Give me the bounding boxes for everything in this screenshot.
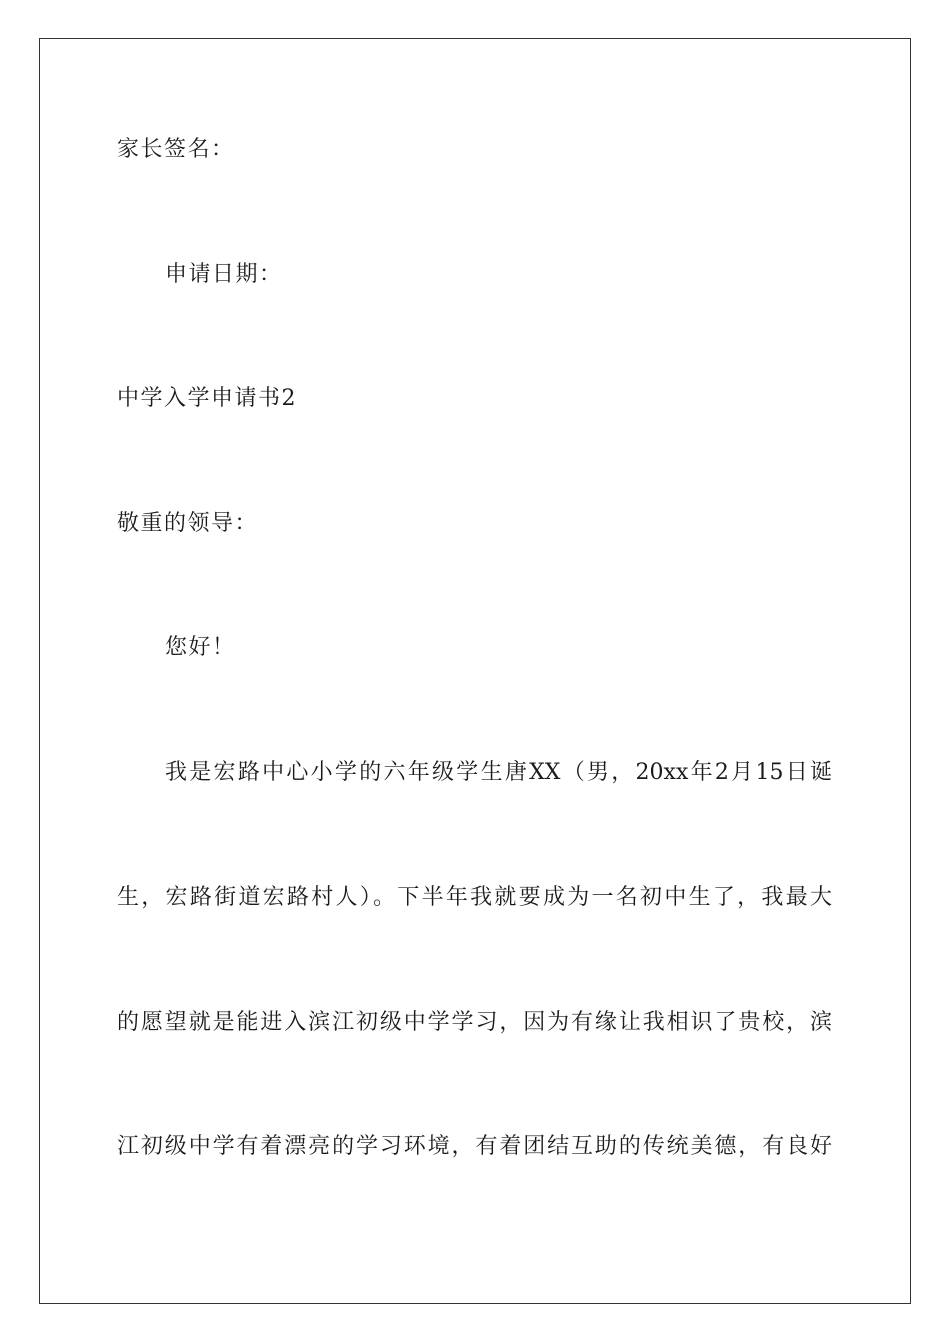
section-heading: 中学入学申请书2 [117,386,297,411]
body-paragraph-line: 生，宏路街道宏路村人）。下半年我就要成为一名初中生了，我最大 [117,885,832,910]
body-paragraph-line: 江初级中学有着漂亮的学习环境，有着团结互助的传统美德，有良好 [117,1134,832,1159]
salutation: 敬重的领导： [117,511,259,536]
page-border [39,38,911,1304]
application-date-label: 申请日期： [165,262,283,287]
greeting: 您好！ [165,635,236,660]
body-paragraph-line: 我是宏路中心小学的六年级学生唐XX（男，20xx年2月15日诞 [165,760,832,785]
parent-signature-label: 家长签名： [117,137,235,162]
body-paragraph-line: 的愿望就是能进入滨江初级中学学习，因为有缘让我相识了贵校，滨 [117,1010,832,1035]
